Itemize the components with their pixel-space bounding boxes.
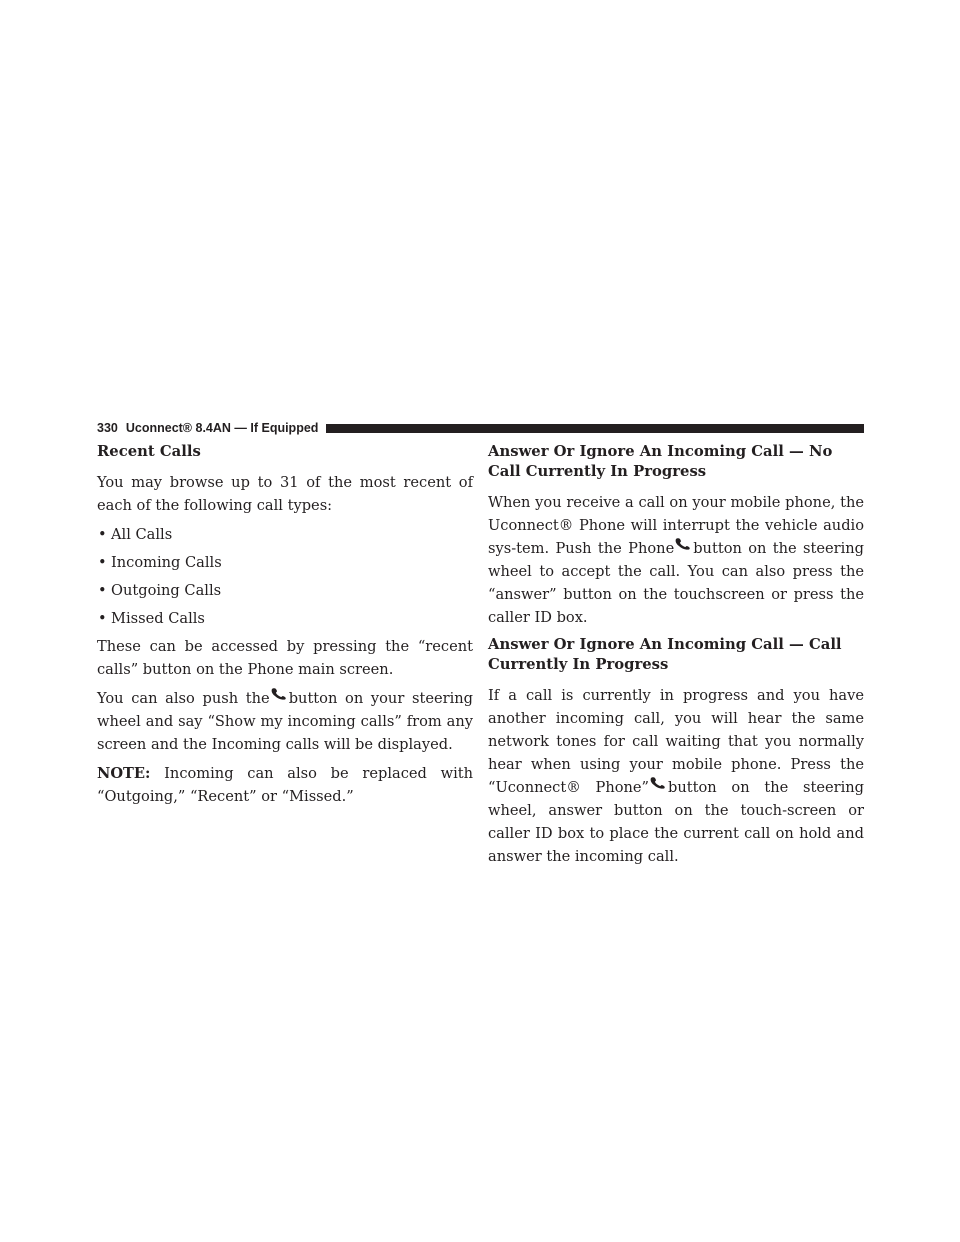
right-column bbox=[488, 442, 864, 874]
para2-text-after: button on the steering wheel, answer button on the touch-screen or caller ID box to place the current call on hold and answer the incoming call. bbox=[488, 779, 864, 865]
header-rule bbox=[326, 424, 864, 433]
phone-icon bbox=[271, 688, 288, 700]
steering-wheel-paragraph bbox=[97, 687, 473, 756]
list-item: • Missed Calls bbox=[97, 607, 473, 630]
call-in-progress-paragraph bbox=[488, 684, 864, 868]
para1-text-before: When you receive a call on your mobile phone, the Uconnect® Phone will interrupt the vehicle audio sys-tem. Push the Phone bbox=[488, 494, 864, 557]
note-paragraph bbox=[97, 762, 473, 808]
page-number: 330 bbox=[97, 421, 118, 435]
section-title: Uconnect® 8.4AN — If Equipped bbox=[125, 421, 319, 435]
note-label: NOTE: bbox=[97, 765, 151, 782]
recent-calls-intro: You may browse up to 31 of the most recent of each of the following call types: bbox=[97, 474, 473, 514]
page-header bbox=[97, 421, 864, 435]
left-column bbox=[97, 442, 473, 814]
para1-text-after: button on the steering wheel to accept the call. You can also press the “answer” button on the touchscreen or press the caller ID box. bbox=[488, 540, 864, 626]
no-call-in-progress-heading: Answer Or Ignore An Incoming Call — No Call Currently In Progress bbox=[488, 443, 833, 480]
phone-icon bbox=[675, 538, 692, 550]
list-item: • All Calls bbox=[97, 523, 473, 546]
call-types-list bbox=[97, 523, 473, 630]
no-call-paragraph bbox=[488, 491, 864, 629]
para2-text-before: If a call is currently in progress and you have another incoming call, you will hear the same network tones for call waiting that you normally hear when using your mobile phone. Press the “Uconnect® Phone” bbox=[488, 687, 864, 796]
call-in-progress-heading: Answer Or Ignore An Incoming Call — Call Currently In Progress bbox=[488, 636, 842, 673]
recent-calls-heading: Recent Calls bbox=[97, 443, 201, 460]
phone-icon bbox=[650, 777, 667, 789]
list-item: • Incoming Calls bbox=[97, 551, 473, 574]
push-text-before: You can also push the bbox=[97, 690, 270, 707]
note-text: Incoming can also be replaced with “Outgoing,” “Recent” or “Missed.” bbox=[97, 765, 473, 805]
push-text-after: button on your steering wheel and say “Show my incoming calls” from any screen and the Incoming calls will be displayed. bbox=[97, 690, 473, 753]
list-item: • Outgoing Calls bbox=[97, 579, 473, 602]
access-paragraph: These can be accessed by pressing the “recent calls” button on the Phone main screen. bbox=[97, 638, 473, 678]
